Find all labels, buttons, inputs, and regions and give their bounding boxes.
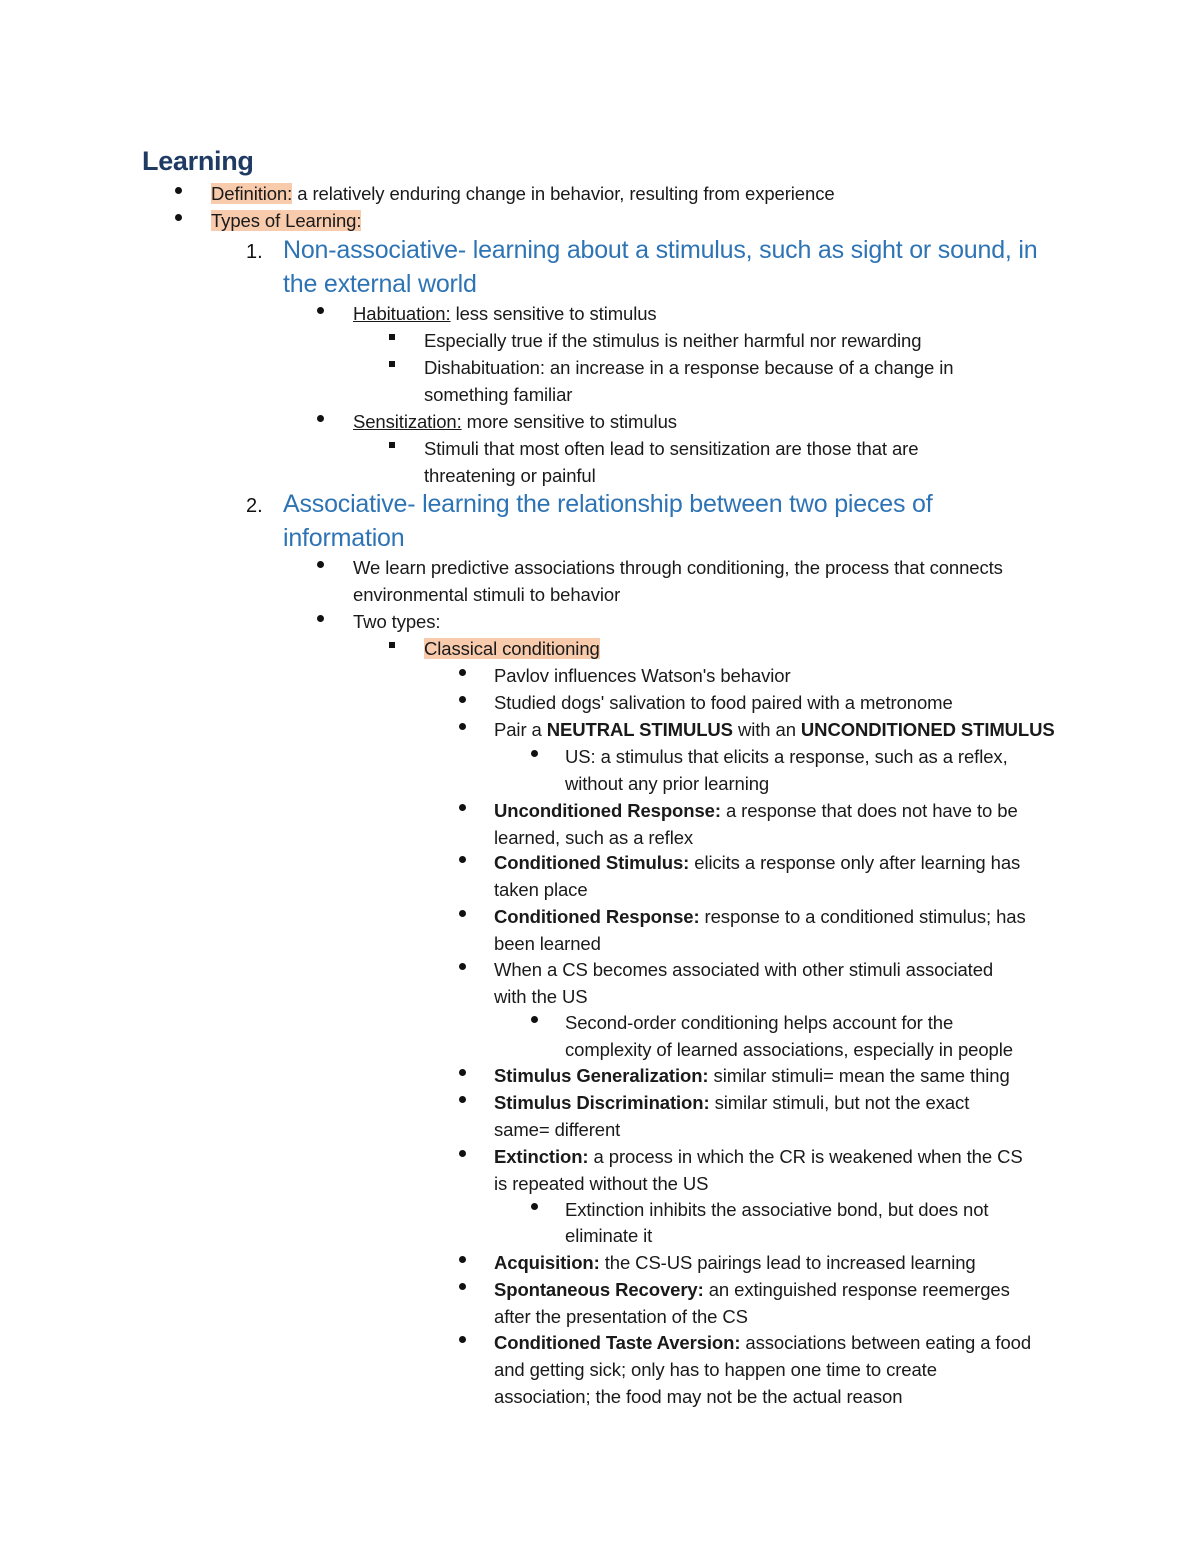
extinction-line1: [494, 1143, 1023, 1170]
conditioned-response-label: Conditioned Response:: [494, 906, 700, 927]
spontaneous-recovery-line2: after the presentation of the CS: [494, 1306, 748, 1327]
bullet-dot: [317, 561, 324, 568]
habituation-sub1: Especially true if the stimulus is neither harmful nor rewarding: [424, 330, 922, 351]
acquisition-line: [494, 1249, 976, 1276]
section1-heading-line2: the external world: [283, 270, 477, 298]
extinction-label: Extinction:: [494, 1146, 589, 1167]
bullet-dot: [459, 723, 466, 730]
definition-label: Definition:: [211, 183, 293, 204]
dishabituation-line1: Dishabituation: an increase in a response because of a change in: [424, 357, 954, 378]
stimulus-generalization-text: similar stimuli= mean the same thing: [708, 1065, 1010, 1086]
pair-text-c: with an: [732, 719, 801, 740]
bullet-dot: [531, 1016, 538, 1023]
bullet-dot: [459, 910, 466, 917]
stimulus-generalization-line: [494, 1062, 1010, 1089]
spontaneous-recovery-text: an extinguished response reemerges: [703, 1279, 1010, 1300]
bullet-dot: [459, 1336, 466, 1343]
second-order-line2: complexity of learned associations, especially in people: [565, 1039, 1013, 1060]
two-types-line: Two types:: [353, 611, 441, 632]
unconditioned-response-line1: [494, 797, 1018, 824]
pair-text-a: Pair a: [494, 719, 547, 740]
conditioned-stimulus-label: Conditioned Stimulus:: [494, 852, 690, 873]
conditioned-stimulus-line1: [494, 849, 1020, 876]
extinction-sub-line1: Extinction inhibits the associative bond, but does not: [565, 1199, 989, 1220]
sensitization-text: more sensitive to stimulus: [461, 411, 677, 432]
conditioned-stimulus-line2: taken place: [494, 879, 588, 900]
bullet-dot: [459, 696, 466, 703]
bullet-dot: [459, 1256, 466, 1263]
bullet-square: [389, 642, 395, 648]
bullet-dot: [459, 804, 466, 811]
extinction-text: a process in which the CR is weakened when the CS: [588, 1146, 1023, 1167]
second-order-line1: Second-order conditioning helps account for the: [565, 1012, 954, 1033]
conditioned-response-text: response to a conditioned stimulus; has: [699, 906, 1026, 927]
bullet-dot: [531, 1203, 538, 1210]
taste-aversion-text: associations between eating a food: [740, 1332, 1032, 1353]
conditioned-response-line1: [494, 903, 1026, 930]
bullet-dot: [459, 1096, 466, 1103]
assoc-bullet1-line2: environmental stimuli to behavior: [353, 584, 621, 605]
page-title: Learning: [142, 146, 254, 176]
stimulus-generalization-label: Stimulus Generalization:: [494, 1065, 709, 1086]
assoc-bullet1-line1: We learn predictive associations through conditioning, the process that connects: [353, 557, 1003, 578]
bullet-dot: [531, 750, 538, 757]
classical-conditioning-label: Classical conditioning: [424, 638, 600, 659]
section2-heading-line1: Associative- learning the relationship between two pieces of: [283, 490, 933, 518]
section2-number: 2.: [246, 495, 263, 517]
stimulus-discrimination-line1: [494, 1089, 969, 1116]
classical-conditioning-line: [424, 635, 600, 662]
bullet-dot: [459, 1283, 466, 1290]
bullet-dot: [459, 963, 466, 970]
spontaneous-recovery-line1: [494, 1276, 1010, 1303]
taste-aversion-line1: [494, 1329, 1031, 1356]
bullet-dot: [459, 669, 466, 676]
bullet-square: [389, 361, 395, 367]
bullet-dot: [459, 1150, 466, 1157]
bullet-dot: [317, 615, 324, 622]
taste-aversion-line3: association; the food may not be the actual reason: [494, 1386, 903, 1407]
bullet-dot: [317, 415, 324, 422]
habituation-line: [353, 300, 657, 327]
bullet-square: [389, 334, 395, 340]
dishabituation-line2: something familiar: [424, 384, 573, 405]
bullet-dot: [175, 187, 182, 194]
types-label: Types of Learning:: [211, 210, 362, 231]
pair-neutral-stimulus: NEUTRAL STIMULUS: [546, 719, 733, 740]
extinction-sub-line2: eliminate it: [565, 1225, 653, 1246]
spontaneous-recovery-label: Spontaneous Recovery:: [494, 1279, 704, 1300]
unconditioned-response-label: Unconditioned Response:: [494, 800, 721, 821]
habituation-text: less sensitive to stimulus: [450, 303, 657, 324]
conditioned-response-line2: been learned: [494, 933, 601, 954]
definition-text: a relatively enduring change in behavior, resulting from experience: [292, 183, 835, 204]
taste-aversion-label: Conditioned Taste Aversion:: [494, 1332, 741, 1353]
stimulus-discrimination-line2: same= different: [494, 1119, 621, 1140]
sensitization-sub-line2: threatening or painful: [424, 465, 596, 486]
cs-associated-line1: When a CS becomes associated with other stimuli associated: [494, 959, 994, 980]
sensitization-label: Sensitization:: [353, 411, 462, 432]
section2-heading-line2: information: [283, 524, 405, 552]
section1-heading-line1: Non-associative- learning about a stimulus, such as sight or sound, in: [283, 236, 1038, 264]
bullet-dot: [459, 1069, 466, 1076]
unconditioned-response-line2: learned, such as a reflex: [494, 827, 694, 848]
acquisition-label: Acquisition:: [494, 1252, 600, 1273]
bullet-dot: [459, 856, 466, 863]
stimulus-discrimination-text: similar stimuli, but not the exact: [709, 1092, 970, 1113]
unconditioned-response-text: a response that does not have to be: [720, 800, 1018, 821]
types-line: [211, 207, 361, 234]
sensitization-sub-line1: Stimuli that most often lead to sensitization are those that are: [424, 438, 919, 459]
us-definition-line2: without any prior learning: [565, 773, 770, 794]
us-definition-line1: US: a stimulus that elicits a response, such as a reflex,: [565, 746, 1008, 767]
cs-associated-line2: with the US: [494, 986, 588, 1007]
habituation-label: Habituation:: [353, 303, 451, 324]
section1-number: 1.: [246, 241, 263, 263]
classical-item-dogs: Studied dogs' salivation to food paired with a metronome: [494, 692, 953, 713]
taste-aversion-line2: and getting sick; only has to happen one time to create: [494, 1359, 937, 1380]
bullet-dot: [175, 214, 182, 221]
stimulus-discrimination-label: Stimulus Discrimination:: [494, 1092, 710, 1113]
conditioned-stimulus-text: elicits a response only after learning has: [689, 852, 1021, 873]
extinction-line2: is repeated without the US: [494, 1173, 709, 1194]
sensitization-line: [353, 408, 677, 435]
pair-unconditioned-stimulus: UNCONDITIONED STIMULUS: [800, 719, 1055, 740]
classical-item-pavlov: Pavlov influences Watson's behavior: [494, 665, 791, 686]
classical-item-pair: [494, 716, 1055, 743]
definition-line: [211, 180, 835, 207]
bullet-dot: [317, 307, 324, 314]
acquisition-text: the CS-US pairings lead to increased learning: [599, 1252, 976, 1273]
bullet-square: [389, 442, 395, 448]
